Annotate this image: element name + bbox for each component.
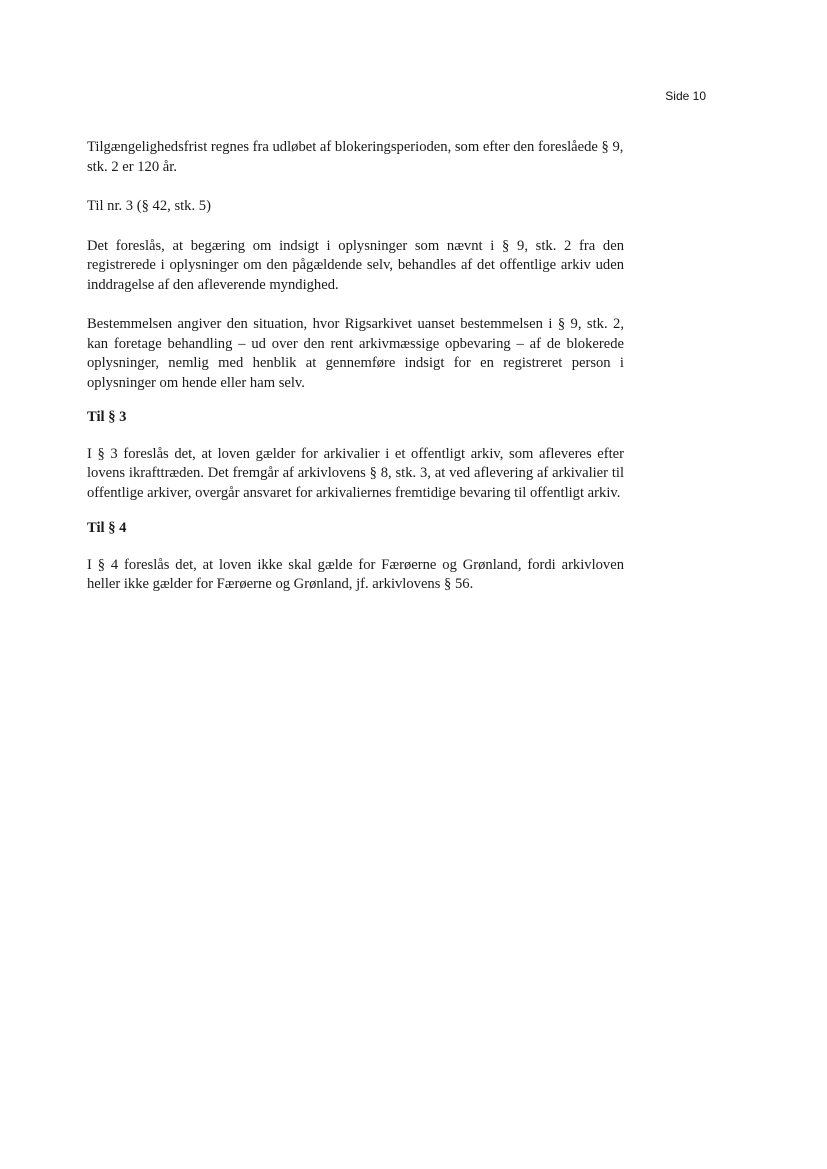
paragraph-paragraf-3: I § 3 foreslås det, at loven gælder for arkivalier i et offentligt arkiv, som afleveres efter lovens ikrafttræden. Det fremgår af arkivlovens § 8, stk. 3, at ved aflevering af arkivalier til offentlige arkiver, overgår ansvaret for arkivaliernes fremtidige bevaring til offentligt arkiv. [87,445,624,501]
page-number: Side 10 [665,89,706,103]
subheading-til-nr-3: Til nr. 3 (§ 42, stk. 5) [87,198,211,214]
heading-til-paragraf-3: Til § 3 [87,409,127,425]
paragraph-begaering-om-indsigt: Det foreslås, at begæring om indsigt i oplysninger som nævnt i § 9, stk. 2 fra den registrerede i oplysninger om den pågældende selv, behandles af det offentlige arkiv uden inddragelse af den afleverende myndighed. [87,237,624,293]
paragraph-bestemmelsen: Bestemmelsen angiver den situation, hvor Rigsarkivet uanset bestemmelsen i § 9, stk. 2, kan foretage behandling – ud over den rent arkivmæssige opbevaring – af de blokerede oplysninger, nemlig med henblik at gennemføre indsigt for en registreret person i oplysninger om hende eller ham selv. [87,316,624,391]
document-body [87,138,624,611]
paragraph-paragraf-4: I § 4 foreslås det, at loven ikke skal gælde for Færøerne og Grønland, fordi arkivloven heller ikke gælder for Færøerne og Grønland, jf. arkivlovens § 56. [87,556,624,592]
paragraph-tilgaengelighedsfrist: Tilgængelighedsfrist regnes fra udløbet af blokeringsperioden, som efter den foreslåede § 9, stk. 2 er 120 år. [87,139,624,175]
heading-til-paragraf-4: Til § 4 [87,520,127,536]
